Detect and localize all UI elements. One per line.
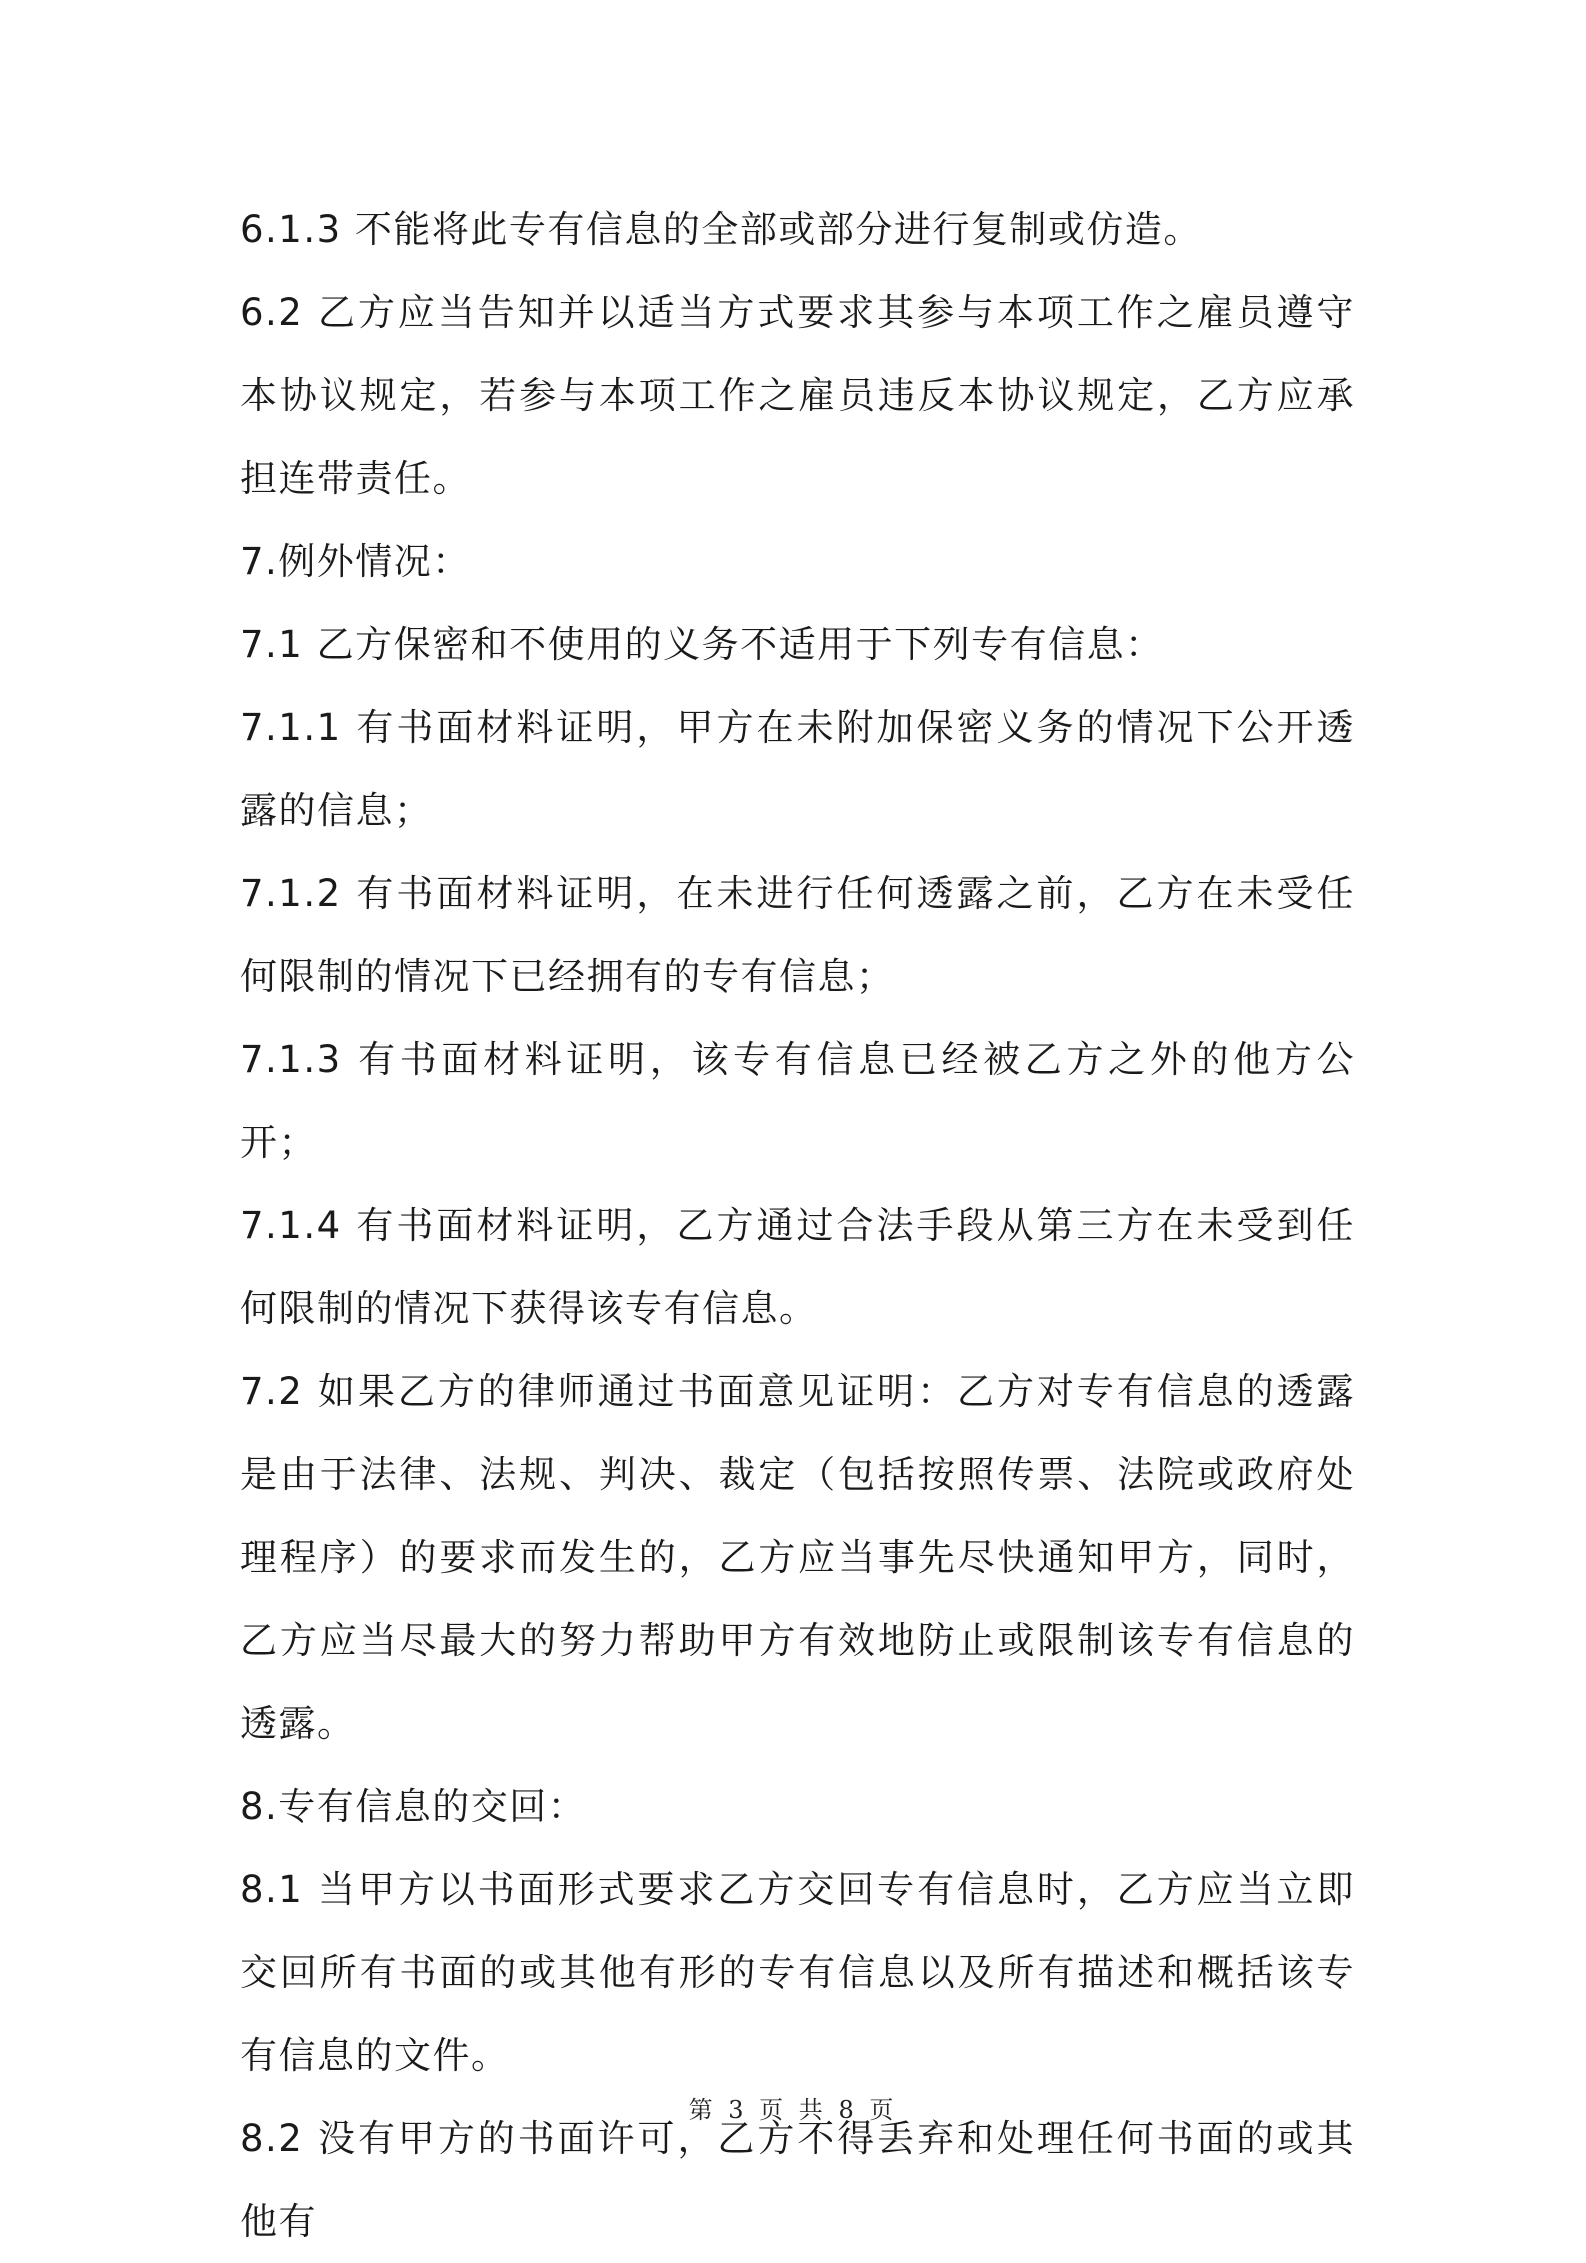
paragraph-7-1-4: 7.1.4 有书面材料证明，乙方通过合法手段从第三方在未受到任何限制的情况下获得该专有信息。 <box>240 1204 1355 1330</box>
paragraph-7-2: 7.2 如果乙方的律师通过书面意见证明：乙方对专有信息的透露是由于法律、法规、判决、裁定（包括按照传票、法院或政府处理程序）的要求而发生的，乙方应当事先尽快通知甲方，同时，乙方应当尽最大的努力帮助甲方有效地防止或限制该专有信息的透露。 <box>240 1370 1355 1745</box>
paragraph-8-2: 8.2 没有甲方的书面许可，乙方不得丢弃和处理任何书面的或其他有 <box>240 2117 1355 2243</box>
paragraph-6-1-3: 6.1.3 不能将此专有信息的全部或部分进行复制或仿造。 <box>240 208 1202 251</box>
paragraph-7-1-1: 7.1.1 有书面材料证明，甲方在未附加保密义务的情况下公开透露的信息； <box>240 706 1355 832</box>
paragraph-7-1-2: 7.1.2 有书面材料证明，在未进行任何透露之前，乙方在未受任何限制的情况下已经拥有的专有信息； <box>240 872 1355 998</box>
paragraph-6-2: 6.2 乙方应当告知并以适当方式要求其参与本项工作之雇员遵守本协议规定，若参与本项工作之雇员违反本协议规定，乙方应承担连带责任。 <box>240 291 1355 500</box>
paragraph-7-1-3: 7.1.3 有书面材料证明，该专有信息已经被乙方之外的他方公开； <box>240 1038 1355 1164</box>
paragraph-8-1: 8.1 当甲方以书面形式要求乙方交回专有信息时，乙方应当立即交回所有书面的或其他有形的专有信息以及所有描述和概括该专有信息的文件。 <box>240 1868 1355 2077</box>
document-body <box>240 188 1355 2263</box>
section-heading-8: 8.专有信息的交回： <box>240 1785 587 1828</box>
section-heading-7: 7.例外情况： <box>240 540 471 583</box>
page-number-footer: 第 3 页 共 8 页 <box>688 2096 898 2124</box>
paragraph-7-1: 7.1 乙方保密和不使用的义务不适用于下列专有信息： <box>240 623 1164 666</box>
